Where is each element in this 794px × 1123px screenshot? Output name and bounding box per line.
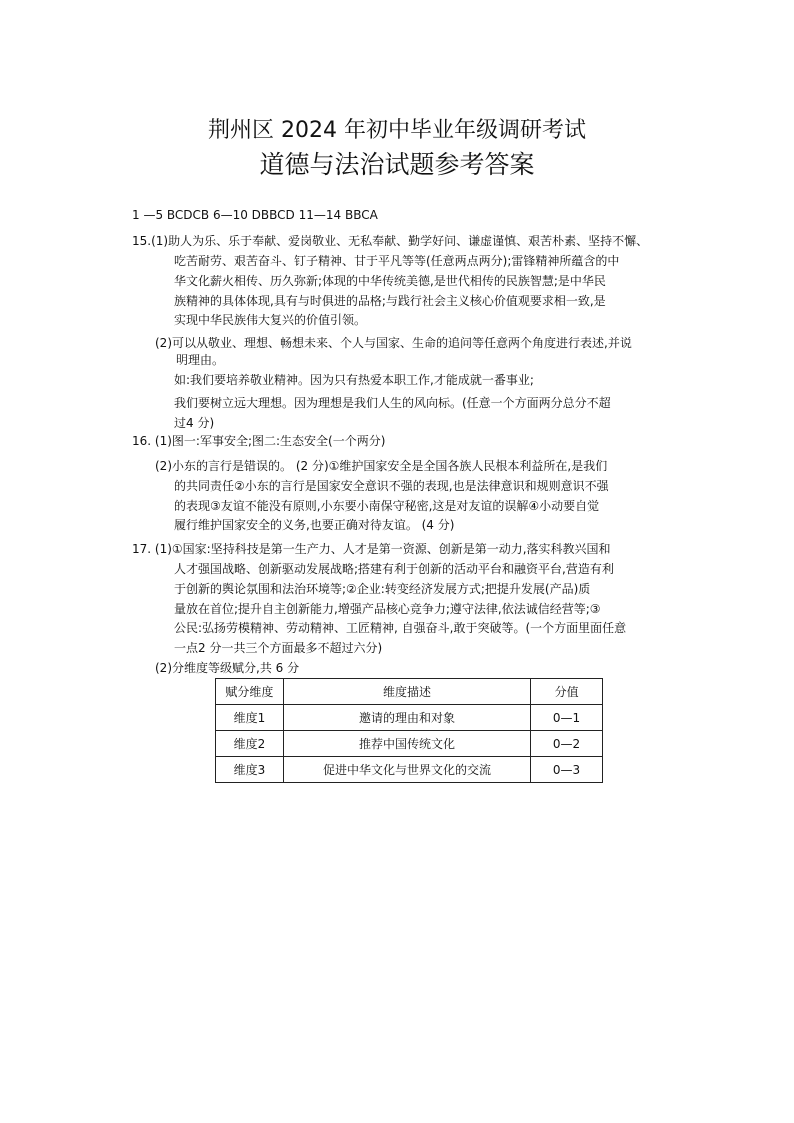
table-row [216, 757, 603, 783]
q17-p1-line6: 一点2 分一共三个方面最多不超过六分) [174, 641, 383, 655]
rubric-header-description: 维度描述 [283, 679, 530, 705]
q16-p1: 16. (1)图一:军事安全;图二:生态安全(一个两分) [132, 434, 386, 448]
q16-p2-line4: 履行维护国家安全的义务,也要正确对待友谊。 (4 分) [174, 518, 455, 532]
q15-p2-line5: 过4 分) [174, 416, 215, 430]
q17-p1-line1: 17. (1)①国家:坚持科技是第一生产力、人才是第一资源、创新是第一动力,落实科教兴国和 [132, 542, 611, 556]
q17-p1-line3: 于创新的舆论氛围和法治环境等;②企业:转变经济发展方式;把提升发展(产品)质 [174, 582, 591, 596]
rubric-cell-description: 促进中华文化与世界文化的交流 [283, 757, 530, 783]
q17-p1-line4: 量放在首位;提升自主创新能力,增强产品核心竞争力;遵守法律,依法诚信经营等;③ [174, 602, 601, 616]
q17-p1-line2: 人才强国战略、创新驱动发展战略;搭建有利于创新的活动平台和融资平台,营造有利 [174, 562, 614, 576]
rubric-cell-dimension: 维度3 [216, 757, 284, 783]
table-row [216, 731, 603, 757]
title-line-2: 道德与法治试题参考答案 [259, 150, 535, 179]
q17-p2: (2)分维度等级赋分,共 6 分 [155, 661, 300, 675]
q16-p2-line3: 的表现③友谊不能没有原则,小东要小南保守秘密,这是对友谊的误解④小动要自觉 [174, 499, 600, 513]
q15-p2-line3: 如:我们要培养敬业精神。因为只有热爱本职工作,才能成就一番事业; [174, 373, 534, 387]
rubric-cell-dimension: 维度2 [216, 731, 284, 757]
q16-p2-line1: (2)小东的言行是错误的。 (2 分)①维护国家安全是全国各族人民根本利益所在,是我们 [155, 459, 608, 473]
q15-p2-line2: 明理由。 [176, 353, 225, 367]
q17-p1-line5: 公民:弘扬劳模精神、劳动精神、工匠精神, 自强奋斗,敢于突破等。(一个方面里面任意 [174, 621, 627, 635]
title-line-1: 荆州区 2024 年初中毕业年级调研考试 [208, 118, 586, 143]
rubric-cell-score: 0—2 [531, 731, 603, 757]
q15-p1-line5: 实现中华民族伟大复兴的价值引领。 [174, 313, 367, 327]
table-row [216, 705, 603, 731]
rubric-table [215, 678, 603, 783]
rubric-cell-dimension: 维度1 [216, 705, 284, 731]
q15-p1-line2: 吃苦耐劳、艰苦奋斗、钉子精神、甘于平凡等等(任意两点两分);雷锋精神所蕴含的中 [174, 254, 620, 268]
rubric-header-row [216, 679, 603, 705]
q15-p1-line3: 华文化薪火相传、历久弥新;体现的中华传统美德,是世代相传的民族智慧;是中华民 [174, 274, 606, 288]
q15-p2-line4: 我们要树立远大理想。因为理想是我们人生的风向标。(任意一个方面两分总分不超 [174, 396, 611, 410]
rubric-cell-score: 0—3 [531, 757, 603, 783]
rubric-cell-score: 0—1 [531, 705, 603, 731]
q16-p2-line2: 的共同责任②小东的言行是国家安全意识不强的表现,也是法律意识和规则意识不强 [174, 479, 609, 493]
rubric-header-score: 分值 [531, 679, 603, 705]
rubric-header-dimension: 赋分维度 [216, 679, 284, 705]
q15-p2-line1: (2)可以从敬业、理想、畅想未来、个人与国家、生命的追问等任意两个角度进行表述,并说 [155, 336, 632, 350]
rubric-cell-description: 推荐中国传统文化 [283, 731, 530, 757]
choice-answers: 1 —5 BCDCB 6—10 DBBCD 11—14 BBCA [132, 208, 378, 222]
q15-p1-line1: 15.(1)助人为乐、乐于奉献、爱岗敬业、无私奉献、勤学好问、谦虚谨慎、艰苦朴素、坚持不懈、 [132, 234, 649, 248]
q15-p1-line4: 族精神的具体体现,具有与时俱进的品格;与践行社会主义核心价值观要求相一致,是 [174, 294, 606, 308]
rubric-cell-description: 邀请的理由和对象 [283, 705, 530, 731]
